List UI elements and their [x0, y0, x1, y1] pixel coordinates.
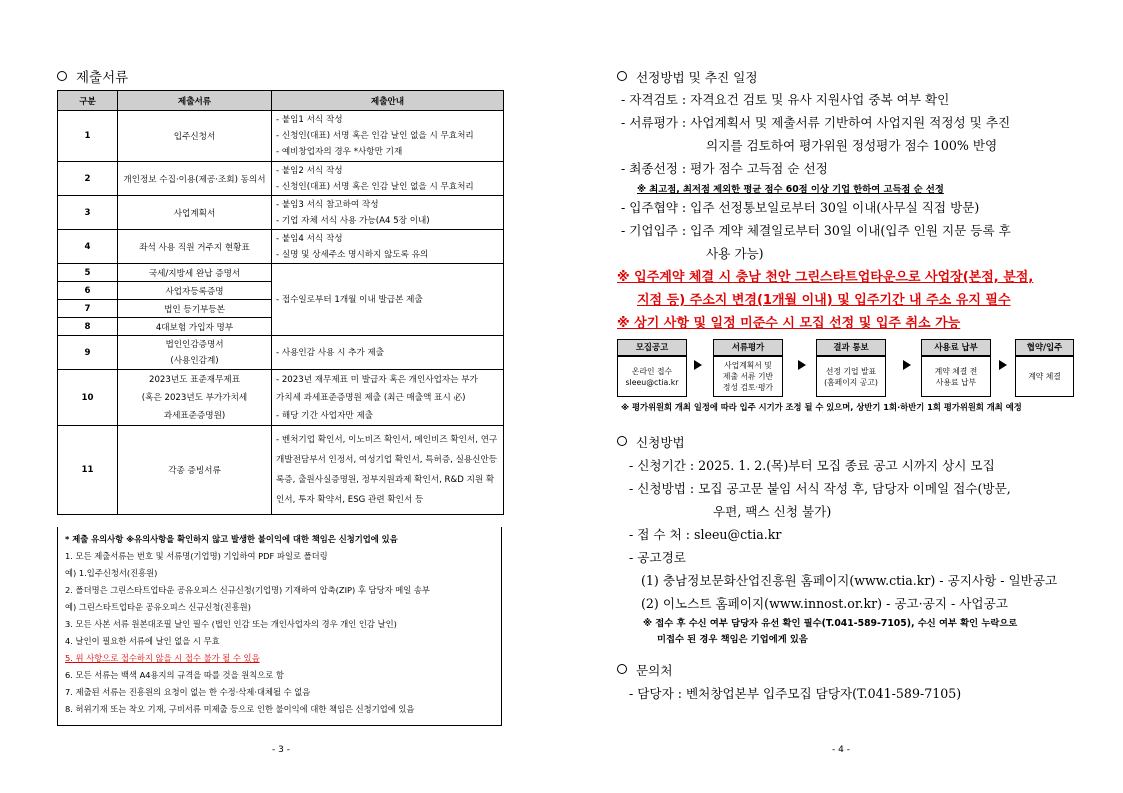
arrow-right-icon [798, 360, 806, 370]
table-row: 6 사업자등록증명 [58, 282, 504, 300]
arrow-right-icon [903, 360, 911, 370]
submission-notes: * 제출 유의사항 ※유의사항을 확인하지 않고 발생한 불이익에 대한 책임은 신청기업에 있음 1. 모든 제출서류는 번호 및 서류명(기업명) 기입하여 PDF 파일로 폴더링 예) 1.입주신청서(진흥원) 2. 폴더명은 그린스타트업타운 공유오피스 신규신청(기업명) 기재하여 압축(ZIP) 후 담당자 메일 송부 예) 그린스타트업타운 공유오피스 신규신청(진흥원) 3. 모든 사본 서류 원본대조필 날인 필수 (법인 인감 또는 개인사업자의 경우 개인 인감 날인) 4. 날인이 필요한 서류에 날인 없을 시 무효 5. 위 사항으로 접수하지 않을 시 접수 불가 될 수 있음 6. 모든 서류는 백색 A4용지의 규격을 따를 것을 원칙으로 함 7. 제출된 서류는 진흥원의 요청이 없는 한 수정·삭제·대체될 수 없음 8. 허위기재 또는 착오 기재, 구비서류 미제출 등으로 인한 불이익에 대한 책임은 신청기업에 있음 [57, 527, 502, 726]
flow-step-head: 서류평가 [713, 339, 783, 356]
circle-bullet-icon [617, 71, 627, 81]
documents-table [57, 90, 504, 515]
table-row: 2 개인정보 수집·이용(제공·조회) 동의서 - 붙임2 서식 작성 - 신청인(대표) 서명 혹은 인감 날인 없을 시 무효처리 [58, 162, 504, 196]
flow-step-body: 사업계획서 및 제출 서류 기반 정성 검토·평가 [713, 356, 783, 397]
table-row: 5 국세/지방세 완납 증명서 - 접수일로부터 1개월 이내 발급본 제출 [58, 264, 504, 282]
red-warning-2: 지점 등) 주소지 변경(1개월 이내) 및 입주기간 내 주소 유지 필수 [637, 293, 1011, 308]
col-header-doc: 제출서류 [118, 91, 272, 111]
flow-step-body: 선정 기업 발표 (홈페이지 공고) [816, 356, 886, 397]
table-row: 8 4대보험 가입자 명부 [58, 318, 504, 336]
red-warning-1: ※ 입주계약 체결 시 충남 천안 그린스타트업타운으로 사업장(본점, 분점, [617, 270, 1034, 285]
circle-bullet-icon [617, 664, 627, 674]
section-title-apply: 신청방법 [617, 432, 685, 451]
table-row: 4 좌석 사용 직원 거주지 현황표 - 붙임4 서식 작성 - 실명 및 상세주소 명시하지 않도록 유의 [58, 230, 504, 264]
circle-bullet-icon [57, 71, 67, 81]
col-header-no: 구분 [58, 91, 118, 111]
circle-bullet-icon [617, 436, 627, 446]
table-row: 3 사업계획서 - 붙임3 서식 참고하여 작성 - 기업 자체 서식 사용 가능(A4 5장 이내) [58, 196, 504, 230]
flow-step-body: 계약 체결 [1015, 356, 1074, 397]
page-number-left: - 3 - [272, 745, 290, 755]
page-number-right: - 4 - [832, 745, 850, 755]
table-row: 10 2023년도 표준재무제표 (혹은 2023년도 부가가치세 과세표준증명원) - 2023년 재무제표 미 발급자 혹은 개인사업자는 부가 가치세 과세표준증명원 제출 (최근 매출액 표시 必) - 해당 기간 사업자만 제출 [58, 370, 504, 426]
flow-step-head: 모집공고 [617, 339, 687, 356]
flow-step-body: 온라인 접수 sleeu@ctia.kr [617, 356, 687, 397]
table-header-row [58, 91, 504, 111]
arrow-right-icon [999, 360, 1007, 370]
table-row: 11 각종 증빙서류 - 벤처기업 확인서, 이노비즈 확인서, 메인비즈 확인서, 연구개발전담부서 인정서, 여성기업 확인서, 특허증, 실용신안등록증, 출원사실증명원, 정부지원과제 확인서, R&D 지원 확인서, 투자 확약서, ESG 관련 확인서 등 [58, 426, 504, 515]
warning-note: 5. 위 사항으로 접수하지 않을 시 접수 불가 될 수 있음 [65, 653, 260, 663]
section-title-contact: 문의처 [617, 660, 673, 679]
section-title-selection: 선정방법 및 추진 일정 [617, 67, 758, 86]
section-title-documents: 제출서류 [57, 66, 128, 86]
red-warning-3: ※ 상기 사항 및 일정 미준수 시 모집 선정 및 입주 취소 가능 [617, 316, 961, 331]
table-row: 1 입주신청서 - 붙임1 서식 작성 - 신청인(대표) 서명 혹은 인감 날인 없을 시 무효처리 - 예비창업자의 경우 *사항만 기재 [58, 111, 504, 162]
table-row: 7 법인 등기부등본 [58, 300, 504, 318]
flow-note: ※ 평가위원회 개최 일정에 따라 입주 시기가 조정 될 수 있으며, 상반기 1회·하반기 1회 평가위원회 개최 예정 [621, 402, 1022, 412]
flow-step-head: 사용료 납부 [921, 339, 991, 356]
flow-step-body: 계약 체결 전 사용료 납부 [921, 356, 991, 397]
arrow-right-icon [694, 360, 702, 370]
flow-step-head: 협약/입주 [1015, 339, 1074, 356]
flow-step-head: 결과 통보 [816, 339, 886, 356]
table-row: 9 법인인감증명서 (사용인감계) - 사용인감 사용 시 추가 제출 [58, 336, 504, 370]
col-header-guide: 제출안내 [272, 91, 504, 111]
